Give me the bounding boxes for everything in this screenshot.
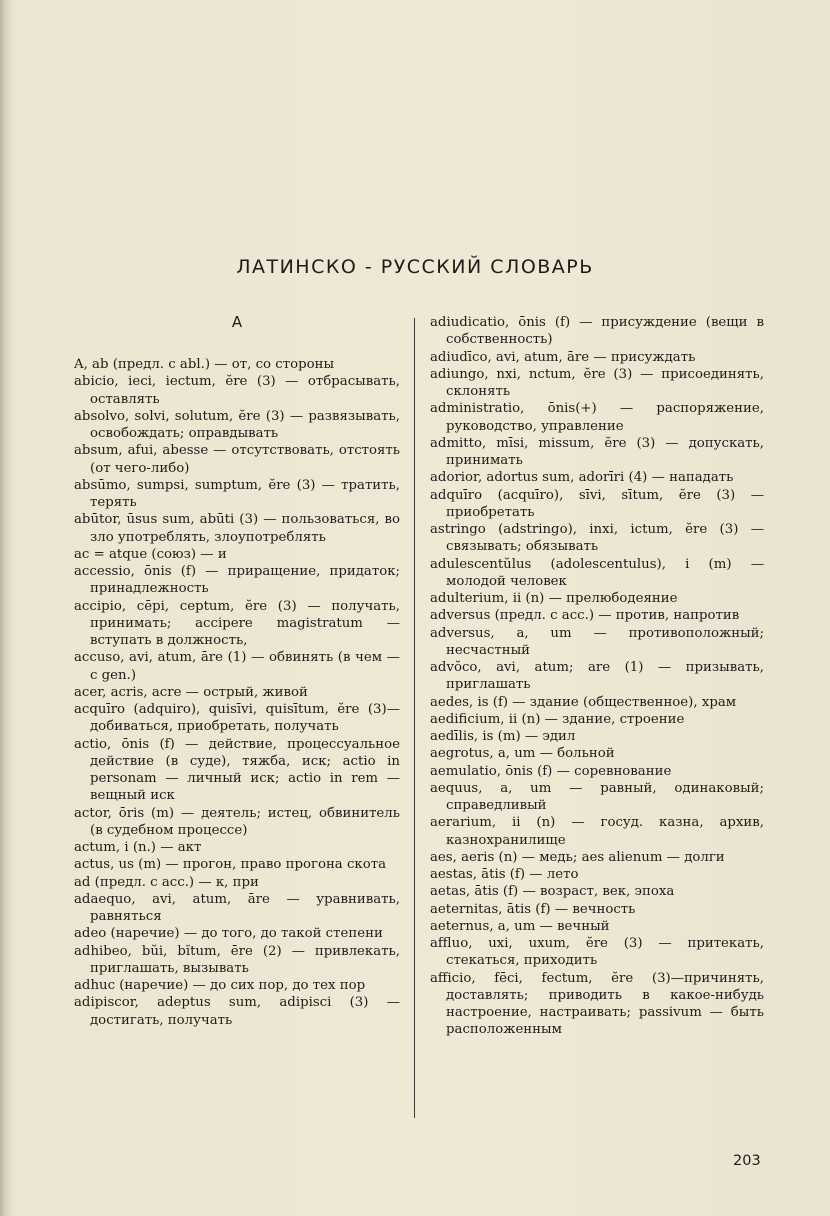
dictionary-entry: abicio, ieci, iectum, ĕre (3) — отбрасывать, оставлять (74, 374, 400, 407)
dictionary-entry: aes, aeris (n) — медь; aes alienum — долги (430, 849, 725, 865)
dictionary-entry: administratio, ōnis(+) — распоряжение, руководство, управление (430, 401, 764, 434)
dictionary-entry: acer, acris, acre — острый, живой (74, 684, 308, 700)
dictionary-entry: adulterium, ii (n) — прелюбодеяние (430, 591, 678, 606)
dictionary-entry: adhibeo, bŭi, bĭtum, ēre (2) — привлекать, приглашать, вызывать (74, 943, 400, 976)
dictionary-entry: absolvo, solvi, solutum, ĕre (3) — развязывать, освобождать; оправдывать (74, 408, 400, 441)
dictionary-entry: absūmo, sumpsi, sumptum, ĕre (3) — тратить, терять (74, 477, 400, 510)
dictionary-entry: abūtor, ūsus sum, abūti (3) — пользоваться, во зло употреблять, злоупотреблять (74, 512, 400, 545)
dictionary-entry: actor, ōris (m) — деятель; истец, обвинитель (в судебном процессе) (74, 805, 400, 838)
dictionary-entry: actum, i (n.) — акт (74, 840, 202, 855)
dictionary-entry: aedīlis, is (m) — эдил (430, 729, 576, 744)
dictionary-entry: accipio, cēpi, ceptum, ĕre (3) — получать, принимать; accipere magistratum — вступать в должность, (74, 598, 400, 648)
dictionary-entry: aestas, ātis (f) — лето (430, 867, 579, 882)
dictionary-entry: adquīro (acquīro), sīvi, sītum, ĕre (3) — приобретать (430, 487, 764, 520)
dictionary-entry: astringo (adstringo), inxi, ictum, ĕre (3) — связывать; обязывать (430, 522, 764, 555)
section-letter: А (231, 313, 243, 331)
dictionary-entry: accessio, ōnis (f) — приращение, придаток; принадлежность (74, 564, 400, 597)
dictionary-entry: acquīro (adquiro), quisīvi, quisītum, ĕre (3)— добиваться, приобретать, получать (74, 702, 400, 735)
dictionary-entry: aeternus, a, um — вечный (430, 918, 610, 934)
dictionary-entry: adipiscor, adeptus sum, adipisci (3) — достигать, получать (74, 995, 400, 1028)
dictionary-entry: accuso, avi, atum, āre (1) — обвинять (в чем — с gen.) (74, 650, 400, 683)
dictionary-entry: actio, ōnis (f) — действие, процессуальное действие (в суде), тяжба, иск; actio in personam — личный иск; actio in rem — вещный иск (74, 736, 400, 804)
dictionary-entry: admitto, mīsi, missum, ĕre (3) — допускать, принимать (430, 435, 764, 468)
page-number: 203 (733, 1153, 761, 1169)
page-title: ЛАТИНСКО - РУССКИЙ СЛОВАРЬ (236, 256, 594, 278)
dictionary-entry: aegrotus, a, um — больной (430, 746, 615, 762)
dictionary-entry: aequus, a, um — равный, одинаковый; справедливый (430, 780, 764, 813)
dictionary-entry: aerarium, ii (n) — госуд. казна, архив, казнохранилище (430, 815, 764, 848)
dictionary-entry: adiungo, nxi, nctum, ĕre (3) — присоединять, склонять (430, 366, 764, 399)
dictionary-entry: absum, afui, abesse — отсутствовать, отстоять (от чего-либо) (74, 443, 400, 476)
dictionary-entry: adversus (предл. с acc.) — против, напротив (430, 608, 740, 624)
right-entries (430, 314, 764, 1039)
column-divider (414, 318, 415, 1118)
dictionary-entry: A, ab (предл. с abl.) — от, со стороны (74, 357, 335, 372)
left-entries (74, 356, 400, 1029)
dictionary-entry: adulescentŭlus (adolescentulus), i (m) — молодой человек (430, 556, 764, 589)
dictionary-entry: adorior, adortus sum, adorīri (4) — нападать (430, 470, 734, 486)
dictionary-entry: adaequo, avi, atum, āre — уравнивать, равняться (74, 891, 400, 924)
dictionary-entry: aeternitas, ātis (f) — вечность (430, 901, 636, 917)
right-column (430, 314, 764, 1039)
dictionary-entry: adiudicatio, ōnis (f) — присуждение (вещи в собственность) (430, 315, 764, 348)
dictionary-entry: ac = atque (союз) — и (74, 546, 227, 562)
dictionary-entry: aedificium, ii (n) — здание, строение (430, 711, 685, 727)
dictionary-entry: ad (предл. с acc.) — к, при (74, 874, 259, 890)
dictionary-entry: aemulatio, ōnis (f) — соревнование (430, 763, 672, 779)
dictionary-entry: adiudīco, avi, atum, āre — присуждать (430, 349, 696, 365)
dictionary-entry: adversus, a, um — противоположный; несчастный (430, 625, 764, 658)
left-column (74, 314, 400, 1029)
dictionary-entry: actus, us (m) — прогон, право прогона скота (74, 857, 387, 873)
dictionary-entry: advŏco, avi, atum; are (1) — призывать, приглашать (430, 660, 764, 693)
dictionary-entry: adhuc (наречие) — до сих пор, до тех пор (74, 978, 366, 993)
dictionary-entry: aetas, ātis (f) — возраст, век, эпоха (430, 884, 675, 900)
dictionary-entry: affluo, uxi, uxum, ĕre (3) — притекать, стекаться, приходить (430, 936, 764, 969)
dictionary-entry: adeo (наречие) — до того, до такой степени (74, 926, 383, 942)
dictionary-entry: afficio, fēci, fectum, ĕre (3)—причинять, доставлять; приводить в какое-нибудь настроение, настраивать; passivum — быть расположенным (430, 970, 764, 1038)
dictionary-entry: aedes, is (f) — здание (общественное), храм (430, 694, 737, 710)
